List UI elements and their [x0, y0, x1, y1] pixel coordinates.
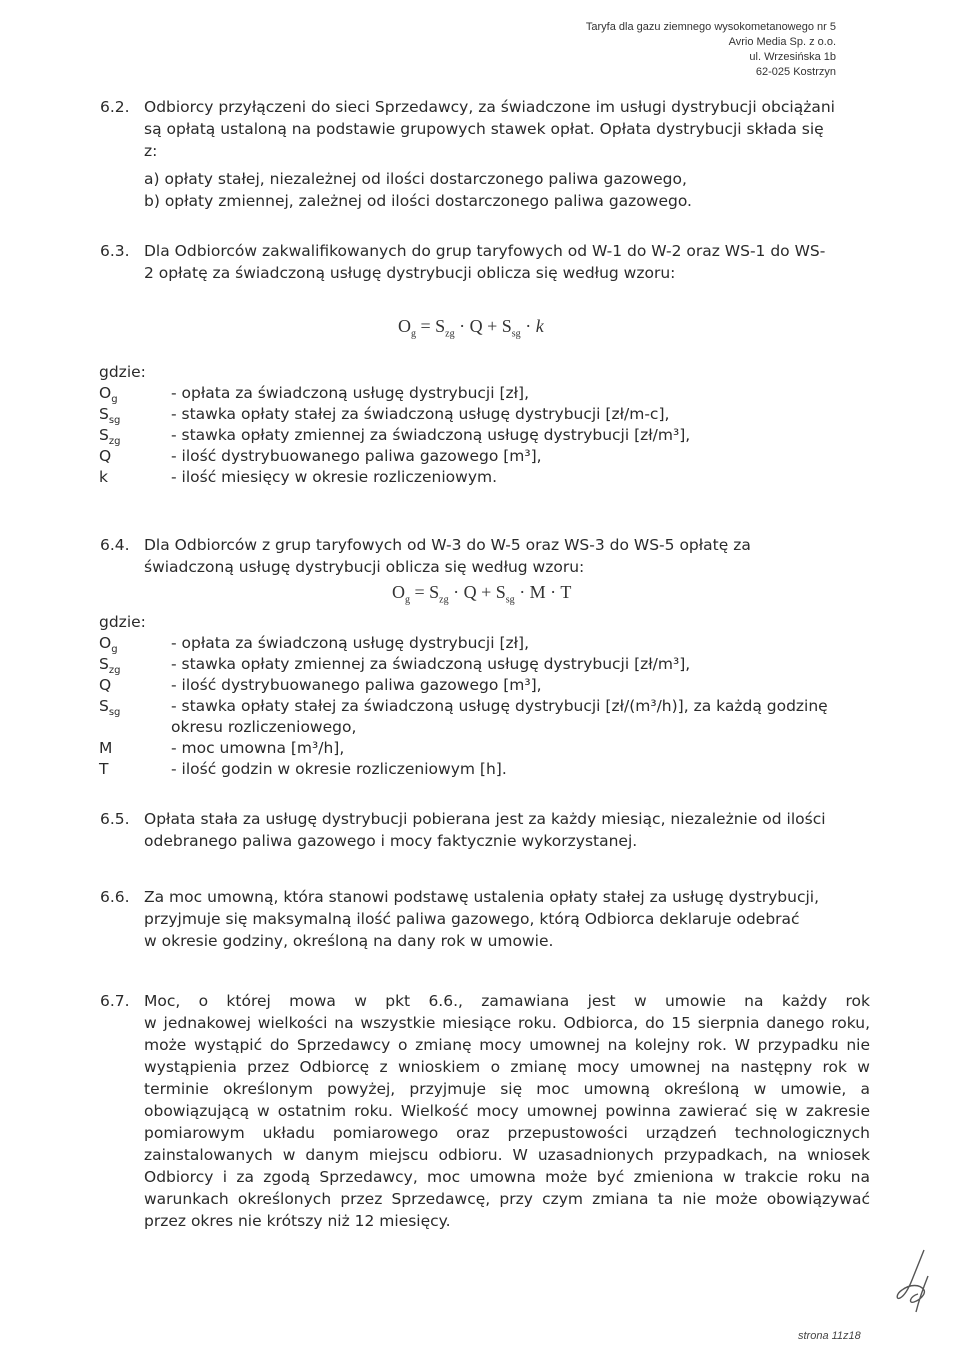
definition-text: - stawka opłaty zmiennej za świadczoną usługę dystrybucji [zł/m³],	[171, 655, 691, 673]
paragraph-line: Odbiorcy przyłączeni do sieci Sprzedawcy, za świadczone im usługi dystrybucji obciążani	[144, 98, 835, 116]
section-6-6	[100, 886, 870, 952]
section-number: 6.7.	[100, 992, 130, 1010]
definitions-6-4	[99, 612, 828, 780]
document-header	[586, 20, 836, 80]
symbol: $O_g$	[99, 634, 118, 656]
definition-text: - opłata za świadczoną usługę dystrybucji [zł],	[171, 384, 530, 402]
definition-text: - stawka opłaty stałej za świadczoną usługę dystrybucji [zł/(m³/h)], za każdą godzinę okresu rozliczeniowego,	[171, 697, 828, 736]
definition-row	[99, 675, 542, 696]
definition-row	[99, 633, 530, 656]
symbol: T	[99, 760, 109, 778]
section-number: 6.5.	[100, 810, 130, 828]
paragraph-line: Dla Odbiorców zakwalifikowanych do grup taryfowych od W-1 do W-2 oraz WS-1 do WS-	[144, 242, 826, 260]
section-6-3	[100, 240, 870, 284]
symbol: k	[99, 468, 108, 486]
paragraph-line: 2 opłatę za świadczoną usługę dystrybucji oblicza się według wzoru:	[144, 264, 676, 282]
paragraph-line: są opłatą ustaloną na podstawie grupowych stawek opłat. Opłata dystrybucji składa się	[144, 120, 824, 138]
gdzie-label: gdzie:	[99, 363, 146, 381]
gdzie-label: gdzie:	[99, 613, 146, 631]
definition-row	[99, 696, 828, 738]
definition-text: - stawka opłaty stałej za świadczoną usługę dystrybucji [zł/m-c],	[171, 405, 670, 423]
paragraph-line: Opłata stała za usługę dystrybucji pobierana jest za każdy miesiąc, niezależnie od ilości	[144, 810, 826, 828]
section-number: 6.6.	[100, 888, 130, 906]
definition-row	[99, 759, 507, 780]
symbol: $O_g$	[99, 384, 118, 406]
section-number: 6.2.	[100, 98, 130, 116]
definition-row	[99, 425, 691, 448]
section-6-2	[100, 96, 870, 212]
page-number: strona 11z18	[798, 1330, 861, 1342]
paragraph-body: w jednakowej wielkości na wszystkie miesiące roku. Odbiorca, do 15 sierpnia danego roku, może wystąpić do Sprzedawcy o zmianę mocy umownej na kolejny rok. W przypadku nie wystąpienia przez Odbiorcę z wnioskiem o zmianę mocy umownej na następny rok w terminie określonym powyżej, przyjmuje się moc umowną określoną w umowie, a obowiązującą w ostatnim roku. Wielkość mocy umownej powinna zawierać się w zakresie pomiarowym układu pomiarowego oraz przepustowości urządzeń technologicznych zainstalowanych w danym miejscu odbioru. W uzasadnionych przypadkach, na wniosek Odbiorcy i za zgodą Sprzedawcy, moc umowna może być zmieniona w trakcie roku na warunkach określonych przez Sprzedawcę, przy czym zmiana ta nie może obowiązywać przez okres nie krótszy niż 12 miesięcy.	[144, 1014, 870, 1230]
header-street: ul. Wrzesińska 1b	[749, 51, 836, 63]
formula-6-4: $O_g = S_{zg} \cdot Q + S_{sg} \cdot M \cdot T$	[392, 582, 572, 606]
definition-row	[99, 383, 530, 406]
definition-row	[99, 654, 691, 677]
definition-text: - stawka opłaty zmiennej za świadczoną usługę dystrybucji [zł/m³],	[171, 426, 691, 444]
symbol: $S_{sg}$	[99, 697, 121, 719]
section-number: 6.4.	[100, 536, 130, 554]
section-6-7	[100, 990, 870, 1232]
definition-text: - opłata za świadczoną usługę dystrybucji [zł],	[171, 634, 530, 652]
definition-text: - ilość godzin w okresie rozliczeniowym [h].	[171, 760, 507, 778]
definitions-6-3	[99, 362, 691, 488]
section-6-4	[100, 534, 870, 578]
signature-initials-icon	[890, 1246, 942, 1316]
paragraph-line: odebranego paliwa gazowego i mocy faktycznie wykorzystanej.	[144, 832, 638, 850]
definition-row	[99, 467, 498, 488]
definition-text: - ilość dystrybuowanego paliwa gazowego [m³],	[171, 447, 542, 465]
formula-6-3: $O_g = S_{zg} \cdot Q + S_{sg} \cdot k$	[398, 316, 544, 340]
list-item-a: a) opłaty stałej, niezależnej od ilości dostarczonego paliwa gazowego,	[144, 170, 687, 188]
definition-text: - moc umowna [m³/h],	[171, 739, 345, 757]
section-6-5	[100, 808, 870, 852]
symbol: M	[99, 739, 113, 757]
paragraph-line: przyjmuje się maksymalną ilość paliwa gazowego, którą Odbiorca deklaruje odebrać	[144, 910, 800, 928]
symbol: $S_{zg}$	[99, 655, 121, 677]
header-company: Avrio Media Sp. z o.o.	[728, 36, 836, 48]
paragraph-line: Za moc umowną, która stanowi podstawę ustalenia opłaty stałej za usługę dystrybucji,	[144, 888, 820, 906]
header-city: 62-025 Kostrzyn	[755, 66, 836, 78]
paragraph-line: Moc, o której mowa w pkt 6.6., zamawiana jest w umowie na każdy rok	[144, 992, 870, 1010]
definition-text: - ilość dystrybuowanego paliwa gazowego [m³],	[171, 676, 542, 694]
list-item-b: b) opłaty zmiennej, zależnej od ilości dostarczonego paliwa gazowego.	[144, 192, 692, 210]
paragraph-line: w okresie godziny, określoną na dany rok w umowie.	[144, 932, 554, 950]
symbol: $S_{sg}$	[99, 405, 121, 427]
paragraph-line: świadczoną usługę dystrybucji oblicza się według wzoru:	[144, 558, 585, 576]
paragraph-line: z:	[144, 142, 158, 160]
symbol: Q	[99, 447, 112, 465]
definition-row	[99, 738, 345, 759]
section-number: 6.3.	[100, 242, 130, 260]
symbol: $S_{zg}$	[99, 426, 121, 448]
definition-text: - ilość miesięcy w okresie rozliczeniowym.	[171, 468, 498, 486]
paragraph-line: Dla Odbiorców z grup taryfowych od W-3 do W-5 oraz WS-3 do WS-5 opłatę za	[144, 536, 751, 554]
symbol: Q	[99, 676, 112, 694]
definition-row	[99, 404, 670, 427]
definition-row	[99, 446, 542, 467]
header-title: Taryfa dla gazu ziemnego wysokometanowego nr 5	[585, 21, 836, 33]
